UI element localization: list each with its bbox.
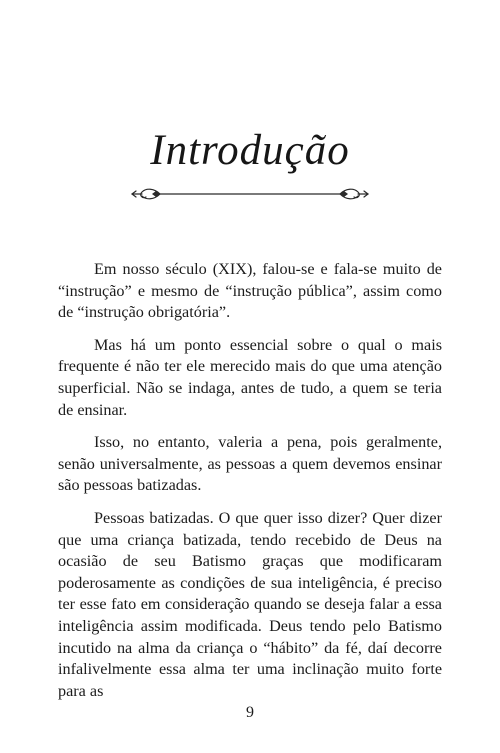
paragraph-4: Pessoas batizadas. O que quer isso dizer? Quer dizer que uma criança batizada, tendo recebido de Deus na ocasião de seu Batismo graças que modificaram poderosamente as condições de sua inteligência, é preciso ter esse fato em consideração quando se deseja falar a essa inteligência assim modificada. Deus tendo pelo Batismo incutido na alma da criança o “hábito” da fé, daí decorre infalivelmente essa alma ter uma inclinação muito forte para as — [58, 508, 442, 700]
flourish-divider-icon — [130, 184, 370, 204]
paragraph-1: Em nosso século (XIX), falou-se e fala-se muito de “instrução” e mesmo de “instrução pública”, assim como de “instrução obrigatória”. — [58, 260, 442, 322]
paragraph-2: Mas há um ponto essencial sobre o qual o mais frequente é não ter ele merecido mais do que uma atenção superficial. Não se indaga, antes de tudo, a quem se teria de ensinar. — [58, 335, 442, 419]
chapter-title: Introdução — [150, 127, 350, 174]
page-number: 9 — [246, 704, 254, 721]
paragraph-3: Isso, no entanto, valeria a pena, pois geralmente, senão universalmente, as pessoas a quem devemos ensinar são pessoas batizadas. — [58, 433, 442, 495]
chapter-body — [58, 259, 442, 713]
